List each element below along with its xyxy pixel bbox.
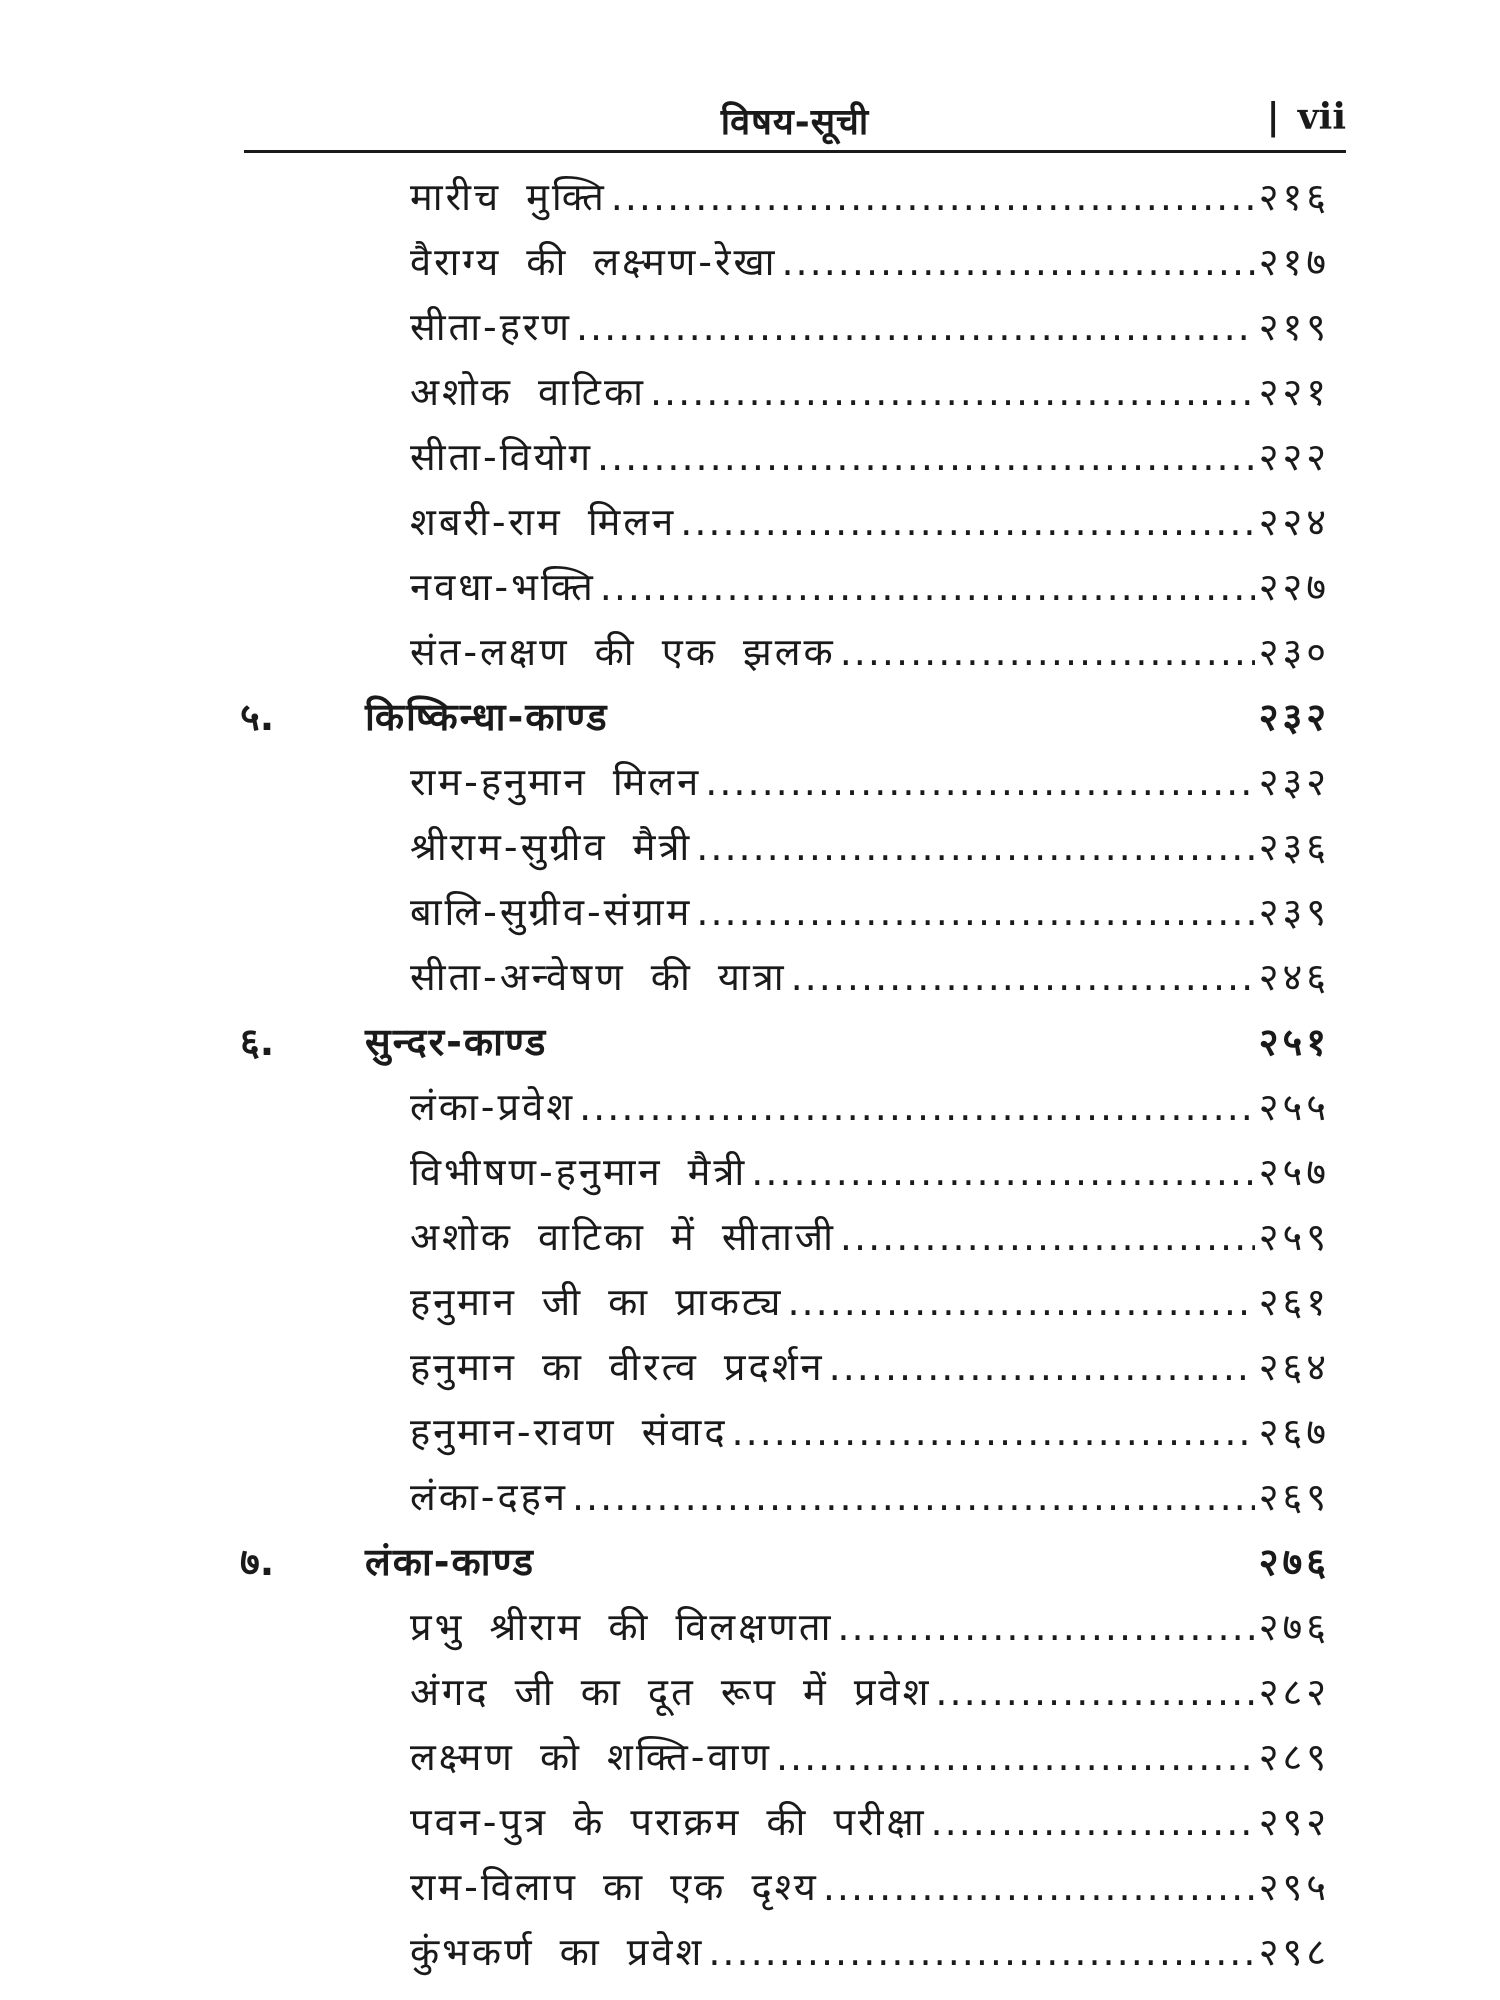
dot-leader	[791, 946, 1255, 1008]
entry-page-number: २१९	[1258, 305, 1330, 349]
entry-title: मारीच मुक्ति	[410, 175, 607, 219]
dot-leader	[823, 1856, 1255, 1918]
entry-title: पवन-पुत्र के पराक्रम की परीक्षा	[410, 1800, 927, 1844]
toc-entry	[410, 881, 1330, 943]
header-rule	[244, 150, 1346, 153]
dot-leader	[611, 166, 1255, 228]
entry-title: राम-विलाप का एक दृश्य	[410, 1865, 819, 1909]
toc-entry	[410, 1076, 1330, 1138]
toc-section-heading	[240, 1011, 1330, 1073]
dot-leader	[600, 556, 1255, 618]
entry-page-number: २३०	[1258, 630, 1330, 674]
dot-leader	[732, 1401, 1255, 1463]
entry-page-number: २५९	[1258, 1215, 1330, 1259]
entry-page-number: २९२	[1258, 1800, 1330, 1844]
entry-title: सीता-अन्वेषण की यात्रा	[410, 955, 787, 999]
entry-page-number: २७६	[1258, 1605, 1330, 1649]
toc-entry	[410, 491, 1330, 553]
dot-leader	[696, 816, 1254, 878]
toc-section-heading	[240, 1531, 1330, 1593]
entry-page-number: २३२	[1258, 760, 1330, 804]
section-title: किष्किन्धा-काण्ड	[365, 695, 609, 739]
entry-title: अशोक वाटिका में सीताजी	[410, 1215, 836, 1259]
dot-leader	[776, 1726, 1255, 1788]
toc-entry	[410, 1596, 1330, 1658]
toc-entry	[410, 1401, 1330, 1463]
toc-entry	[410, 621, 1330, 683]
page-title: विषय-सूची	[720, 102, 870, 143]
entry-title: राम-हनुमान मिलन	[410, 760, 702, 804]
entry-page-number: २६९	[1258, 1475, 1330, 1519]
entry-title: प्रभु श्रीराम की विलक्षणता	[410, 1605, 834, 1649]
entry-title: वैराग्य की लक्ष्मण-रेखा	[410, 240, 778, 284]
entry-title: विभीषण-हनुमान मैत्री	[410, 1150, 748, 1194]
entry-page-number: २६१	[1258, 1280, 1330, 1324]
dot-leader	[837, 1596, 1254, 1658]
entry-page-number: २४६	[1258, 955, 1330, 999]
toc-entry	[410, 1921, 1330, 1983]
section-page-number: २७६	[1258, 1540, 1330, 1584]
entry-page-number: २२७	[1258, 565, 1330, 609]
entry-title: लंका-प्रवेश	[410, 1085, 576, 1129]
toc-entry	[410, 426, 1330, 488]
entry-title: हनुमान का वीरत्व प्रदर्शन	[410, 1345, 825, 1389]
dot-leader	[696, 881, 1254, 943]
entry-page-number: २९५	[1258, 1865, 1330, 1909]
dot-leader	[840, 1206, 1255, 1268]
section-title: लंका-काण्ड	[365, 1540, 535, 1584]
entry-page-number: २६४	[1258, 1345, 1330, 1389]
entry-title: अशोक वाटिका	[410, 370, 646, 414]
dot-leader	[931, 1791, 1255, 1853]
entry-page-number: २१६	[1258, 175, 1330, 219]
dot-leader	[935, 1661, 1254, 1723]
section-number: ६.	[240, 1020, 275, 1064]
toc-entry	[410, 1661, 1330, 1723]
entry-page-number: २९८	[1258, 1930, 1330, 1974]
entry-title: हनुमान जी का प्राकट्य	[410, 1280, 784, 1324]
section-number: ५.	[240, 695, 275, 739]
page-number: vii	[1297, 96, 1346, 138]
entry-page-number: २५५	[1258, 1085, 1330, 1129]
toc-section-heading	[240, 686, 1330, 748]
toc-entry	[410, 166, 1330, 228]
page-number-block	[1267, 96, 1346, 138]
entry-page-number: २३९	[1258, 890, 1330, 934]
entry-title: कुंभकर्ण का प्रवेश	[410, 1930, 705, 1974]
entry-page-number: २३६	[1258, 825, 1330, 869]
dot-leader	[781, 231, 1254, 293]
toc-entry	[410, 751, 1330, 813]
dot-leader	[572, 1466, 1255, 1528]
entry-page-number: २१७	[1258, 240, 1330, 284]
toc-entry	[410, 361, 1330, 423]
entry-page-number: २२१	[1258, 370, 1330, 414]
dot-leader	[650, 361, 1255, 423]
toc-entry	[410, 296, 1330, 358]
entry-title: लंका-दहन	[410, 1475, 568, 1519]
toc-entry	[410, 1336, 1330, 1398]
dot-leader	[576, 296, 1255, 358]
toc-entry	[410, 1271, 1330, 1333]
entry-title: हनुमान-रावण संवाद	[410, 1410, 728, 1454]
section-number: ७.	[240, 1540, 275, 1584]
toc-entry	[410, 1206, 1330, 1268]
dot-leader	[705, 751, 1254, 813]
entry-title: बालि-सुग्रीव-संग्राम	[410, 890, 693, 934]
entry-page-number: २८९	[1258, 1735, 1330, 1779]
dot-leader	[708, 1921, 1254, 1983]
toc-entry	[410, 1141, 1330, 1203]
entry-page-number: २५७	[1258, 1150, 1330, 1194]
entry-page-number: २२४	[1258, 500, 1330, 544]
page-header	[244, 96, 1346, 154]
dot-leader	[829, 1336, 1255, 1398]
entry-page-number: २२२	[1258, 435, 1330, 479]
dot-leader	[787, 1271, 1254, 1333]
entry-title: सीता-वियोग	[410, 435, 593, 479]
section-title: सुन्दर-काण्ड	[365, 1020, 548, 1064]
section-page-number: २५१	[1258, 1020, 1330, 1064]
entry-title: लक्ष्मण को शक्ति-वाण	[410, 1735, 772, 1779]
entry-title: संत-लक्षण की एक झलक	[410, 630, 836, 674]
toc-entry	[410, 1726, 1330, 1788]
toc-entry	[410, 1466, 1330, 1528]
dot-leader	[597, 426, 1255, 488]
entry-title: अंगद जी का दूत रूप में प्रवेश	[410, 1670, 932, 1714]
toc-entry	[410, 1856, 1330, 1918]
entry-title: सीता-हरण	[410, 305, 572, 349]
toc-entry	[410, 1791, 1330, 1853]
toc-entry	[410, 231, 1330, 293]
entry-page-number: २८२	[1258, 1670, 1330, 1714]
dot-leader	[840, 621, 1255, 683]
entry-page-number: २६७	[1258, 1410, 1330, 1454]
toc-entry	[410, 556, 1330, 618]
entry-title: शबरी-राम मिलन	[410, 500, 677, 544]
toc-entry	[410, 946, 1330, 1008]
entry-title: श्रीराम-सुग्रीव मैत्री	[410, 825, 693, 869]
header-separator: |	[1266, 96, 1280, 138]
entry-title: नवधा-भक्ति	[410, 565, 596, 609]
dot-leader	[751, 1141, 1254, 1203]
dot-leader	[579, 1076, 1255, 1138]
dot-leader	[680, 491, 1254, 553]
section-page-number: २३२	[1258, 695, 1330, 739]
toc-entry	[410, 816, 1330, 878]
